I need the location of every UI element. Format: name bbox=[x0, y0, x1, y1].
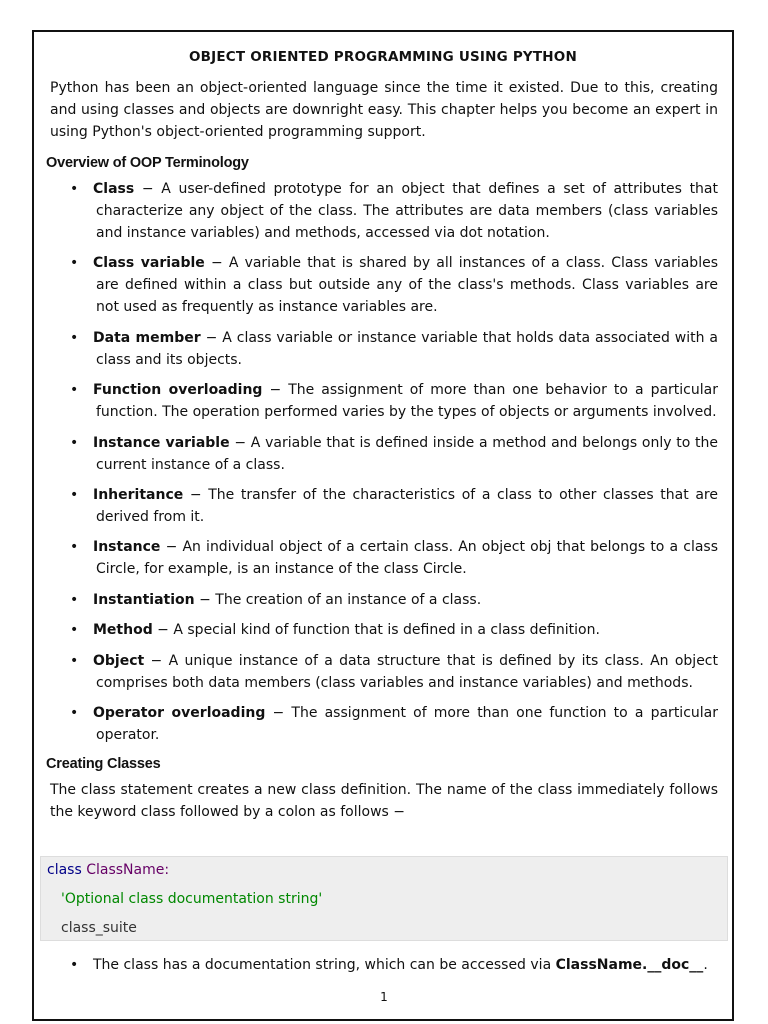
page-title: OBJECT ORIENTED PROGRAMMING USING PYTHON bbox=[189, 49, 577, 65]
term-label: Operator overloading bbox=[93, 704, 266, 721]
bullet-icon: • bbox=[70, 329, 79, 346]
term-label: Class bbox=[93, 181, 135, 197]
bullet-icon: • bbox=[70, 704, 79, 721]
list-item bbox=[48, 589, 718, 611]
bullet-icon: • bbox=[70, 434, 79, 451]
term-definition: − A unique instance of a data structure that is defined by its class. An object comprises both data members (class variables and instance variables) and methods. bbox=[96, 652, 718, 691]
term-definition: − The creation of an instance of a class. bbox=[194, 591, 482, 608]
term-definition: − The assignment of more than one function to a particular operator. bbox=[96, 704, 718, 743]
list-item bbox=[48, 702, 718, 746]
code-docstring: 'Optional class documentation string' bbox=[61, 891, 323, 907]
creating-classes-heading: Creating Classes bbox=[46, 756, 161, 773]
term-definition: − A class variable or instance variable that holds data associated with a class and its objects. bbox=[96, 329, 718, 368]
term-label: Instantiation bbox=[93, 591, 195, 608]
term-label: Method bbox=[93, 622, 153, 639]
bullet-icon: • bbox=[70, 591, 79, 608]
term-label: Class variable bbox=[93, 255, 205, 272]
list-item bbox=[48, 536, 718, 580]
doc-note-text: The class has a documentation string, which can be accessed via bbox=[93, 957, 556, 973]
term-label: Function overloading bbox=[93, 382, 263, 399]
list-item bbox=[48, 619, 718, 641]
term-definition: − A variable that is defined inside a method and belongs only to the current instance of a class. bbox=[96, 434, 718, 473]
term-definition: − A user-defined prototype for an object that defines a set of attributes that characterize any object of the class. The attributes are data members (class variables and instance variables) and methods, accessed via dot notation. bbox=[96, 181, 718, 241]
overview-heading: Overview of OOP Terminology bbox=[46, 155, 249, 171]
list-item bbox=[48, 327, 718, 371]
list-item bbox=[48, 432, 718, 476]
list-item bbox=[48, 650, 718, 694]
bullet-icon: • bbox=[70, 382, 79, 399]
doc-note-emphasis: ClassName.__doc__ bbox=[555, 957, 704, 973]
terminology-list bbox=[48, 178, 718, 746]
page-number: 1 bbox=[380, 990, 388, 1004]
doc-note-list bbox=[48, 954, 718, 976]
code-block bbox=[40, 856, 728, 941]
list-item bbox=[48, 178, 718, 244]
code-line-class bbox=[47, 860, 169, 880]
list-item bbox=[48, 954, 718, 976]
bullet-icon: • bbox=[70, 957, 79, 973]
term-definition: − The assignment of more than one behavior to a particular function. The operation performed varies by the types of objects or arguments involved. bbox=[96, 382, 718, 421]
term-label: Instance variable bbox=[93, 434, 230, 451]
intro-paragraph: Python has been an object-oriented language since the time it existed. Due to this, creating and using classes and objects are downright easy. This chapter helps you become an expert in using Python's object-oriented programming support. bbox=[50, 80, 718, 140]
term-label: Inheritance bbox=[93, 486, 184, 503]
bullet-icon: • bbox=[70, 181, 79, 197]
term-definition: − A special kind of function that is defined in a class definition. bbox=[152, 622, 600, 639]
code-suite: class_suite bbox=[61, 920, 137, 936]
doc-note-section bbox=[48, 954, 718, 984]
list-item bbox=[48, 379, 718, 423]
bullet-icon: • bbox=[70, 486, 79, 503]
bullet-icon: • bbox=[70, 652, 79, 669]
term-definition: − A variable that is shared by all instances of a class. Class variables are defined within a class but outside any of the class's methods. Class variables are not used as frequently as instance variables are. bbox=[96, 255, 718, 316]
term-label: Object bbox=[93, 652, 145, 669]
term-definition: − The transfer of the characteristics of a class to other classes that are derived from it. bbox=[96, 486, 718, 525]
bullet-icon: • bbox=[70, 539, 79, 556]
bullet-icon: • bbox=[70, 622, 79, 639]
term-definition: − An individual object of a certain class. An object obj that belongs to a class Circle, for example, is an instance of the class Circle. bbox=[96, 539, 718, 578]
code-keyword: class bbox=[47, 862, 82, 878]
list-item bbox=[48, 484, 718, 528]
code-class-name: ClassName: bbox=[86, 862, 170, 878]
doc-note-end: . bbox=[703, 957, 708, 973]
term-label: Instance bbox=[93, 539, 161, 556]
document-body bbox=[48, 46, 718, 831]
list-item bbox=[48, 252, 718, 318]
bullet-icon: • bbox=[70, 255, 79, 272]
creating-classes-paragraph: The class statement creates a new class definition. The name of the class immediately follows the keyword class followed by a colon as follows − bbox=[50, 782, 718, 821]
term-label: Data member bbox=[93, 329, 201, 346]
